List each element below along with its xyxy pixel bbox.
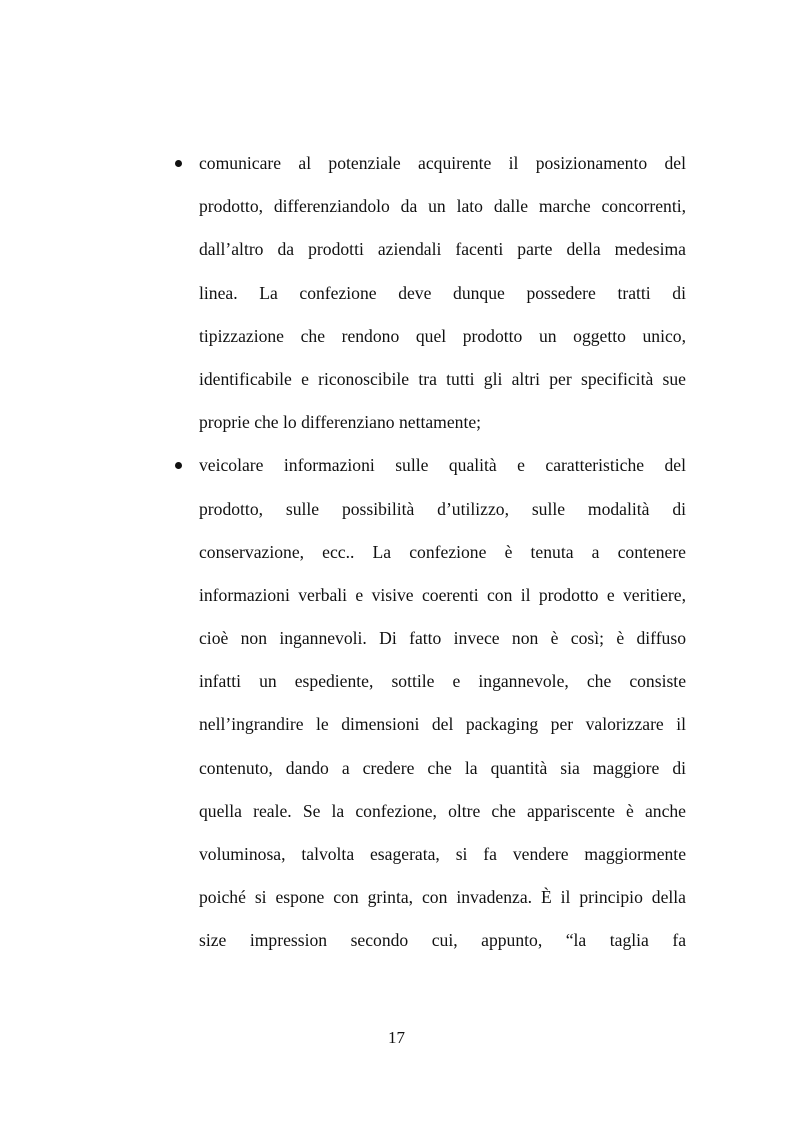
text-line: proprie che lo differenziano nettamente; bbox=[199, 412, 482, 433]
bullet-dot-icon bbox=[175, 462, 182, 469]
text-line: tipizzazione che rendono quel prodotto un oggetto unico, bbox=[199, 325, 686, 346]
bullet-item-convey-information bbox=[170, 444, 686, 962]
text-line: comunicare al potenziale acquirente il posizionamento del bbox=[199, 153, 686, 173]
bullet-list bbox=[170, 142, 686, 963]
text-line: conservazione, ecc.. La confezione è tenuta a contenere bbox=[199, 541, 686, 562]
text-line: prodotto, differenziandolo da un lato dalle marche concorrenti, bbox=[199, 196, 686, 217]
text-line: infatti un espediente, sottile e ingannevole, che consiste bbox=[199, 671, 686, 692]
text-line: nell’ingrandire le dimensioni del packaging per valorizzare il bbox=[199, 714, 686, 735]
text-line: linea. La confezione deve dunque possedere tratti di bbox=[199, 282, 686, 303]
text-line: contenuto, dando a credere che la quantità sia maggiore di bbox=[199, 757, 686, 778]
text-line: poiché si espone con grinta, con invadenza. È il principio della bbox=[199, 887, 686, 908]
text-line: size impression secondo cui, appunto, “la taglia fa bbox=[199, 930, 686, 951]
text-line: veicolare informazioni sulle qualità e caratteristiche del bbox=[199, 455, 686, 476]
text-line: dall’altro da prodotti aziendali facenti parte della medesima bbox=[199, 239, 686, 260]
text-line: quella reale. Se la confezione, oltre che appariscente è anche bbox=[199, 800, 686, 821]
text-line: informazioni verbali e visive coerenti con il prodotto e veritiere, bbox=[199, 584, 686, 605]
text-line: voluminosa, talvolta esagerata, si fa vendere maggiormente bbox=[199, 844, 686, 864]
bullet-item-communicate-positioning bbox=[170, 142, 686, 444]
text-line: cioè non ingannevoli. Di fatto invece non è così; è diffuso bbox=[199, 628, 686, 649]
bullet-dot-icon bbox=[175, 160, 182, 167]
page-number: 17 bbox=[388, 1028, 405, 1047]
text-line: prodotto, sulle possibilità d’utilizzo, sulle modalità di bbox=[199, 498, 686, 519]
text-line: identificabile e riconoscibile tra tutti gli altri per specificità sue bbox=[199, 368, 686, 389]
